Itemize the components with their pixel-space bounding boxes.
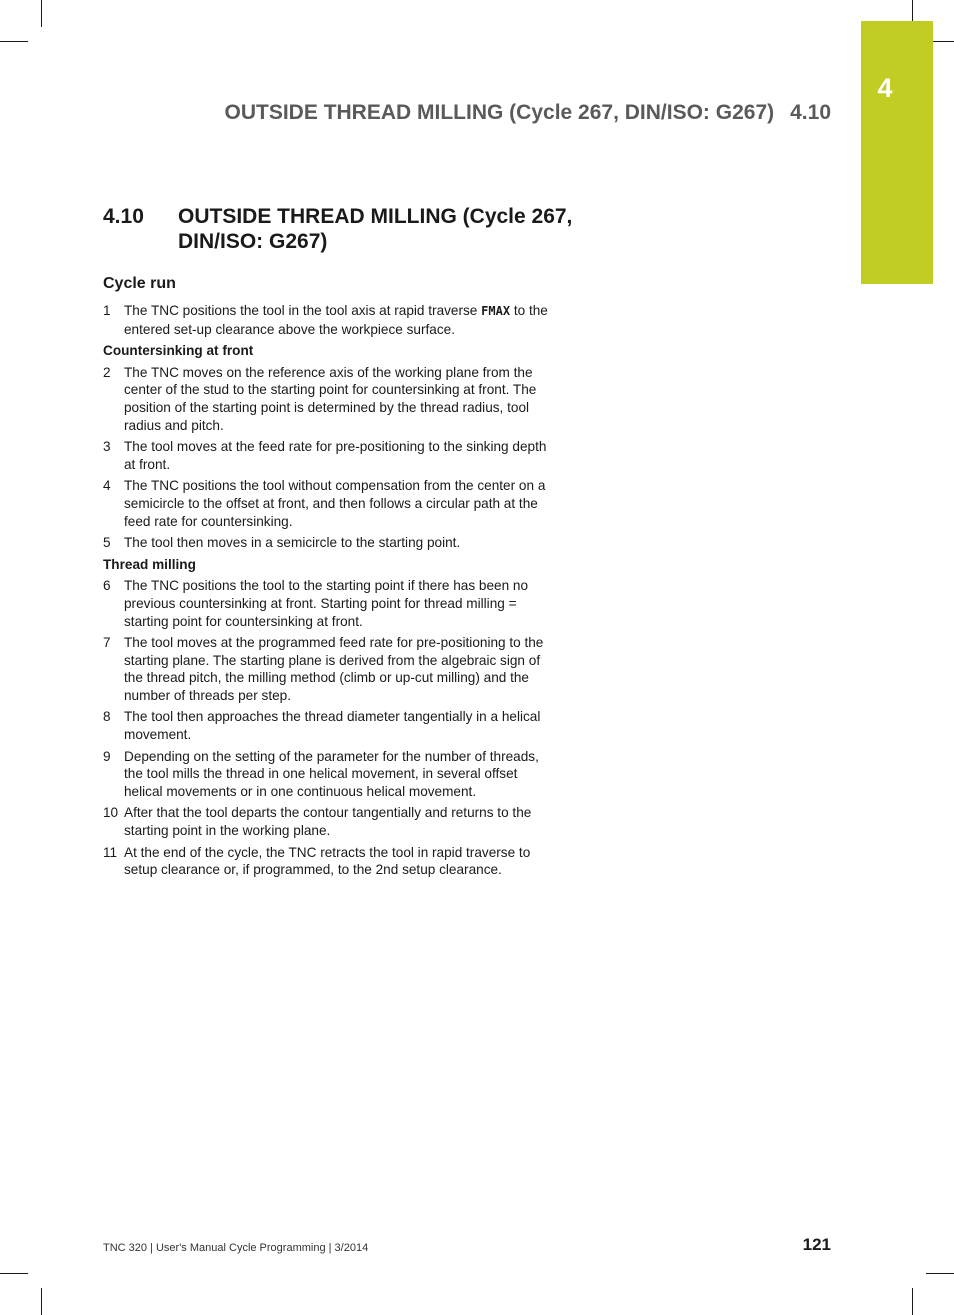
step-number: 3 — [103, 439, 111, 455]
crop-mark — [926, 1273, 954, 1274]
list-item — [103, 364, 548, 434]
countersinking-heading: Countersinking at front — [103, 343, 254, 359]
section-number: 4.10 — [103, 205, 144, 228]
step-number: 10 — [103, 805, 119, 821]
section-title — [103, 204, 583, 254]
list-item — [103, 438, 548, 473]
running-header — [100, 101, 831, 125]
step-text: The TNC positions the tool to the starting point if there has been no previous countersinking at front. Starting point for thread milling = starting point for countersinking at front. — [124, 578, 529, 629]
list-item — [103, 708, 548, 743]
running-header-title: OUTSIDE THREAD MILLING (Cycle 267, DIN/ISO: G267) — [224, 101, 775, 124]
step-number: 4 — [103, 478, 111, 494]
section-title-text: OUTSIDE THREAD MILLING (Cycle 267, DIN/ISO: G267) — [178, 205, 573, 253]
step-text: to the entered set-up clearance above the workpiece surface. — [124, 303, 548, 337]
step-number: 9 — [103, 748, 111, 764]
step-number: 6 — [103, 578, 111, 594]
step-number: 11 — [103, 844, 118, 860]
step-text: At the end of the cycle, the TNC retracts the tool in rapid traverse to setup clearance or, if programmed, to the 2nd setup clearance. — [124, 844, 531, 878]
step-number: 5 — [103, 535, 111, 551]
chapter-number: 4 — [877, 73, 893, 103]
step-text: The tool moves at the feed rate for pre-positioning to the sinking depth at front. — [124, 439, 547, 472]
cycle-run-heading: Cycle run — [103, 275, 176, 292]
list-item — [103, 534, 548, 552]
step-number: 8 — [103, 709, 111, 725]
running-header-number: 4.10 — [790, 101, 831, 124]
chapter-tab — [861, 21, 933, 284]
step-number: 7 — [103, 635, 111, 651]
list-item — [103, 844, 548, 879]
step-text: Depending on the setting of the parameter for the number of threads, the tool mills the thread in one helical movement, in several offset helical movements or in one continuous helical movement. — [124, 748, 539, 799]
list-item — [103, 748, 548, 801]
crop-mark — [41, 1288, 42, 1315]
list-item — [103, 634, 548, 704]
list-item — [103, 302, 548, 338]
cycle-run-body — [103, 302, 548, 883]
crop-mark — [0, 1273, 28, 1274]
thread-milling-heading: Thread milling — [103, 556, 196, 572]
keyword-fmax: FMAX — [481, 304, 511, 318]
step-text: The TNC positions the tool in the tool axis at rapid traverse — [124, 303, 482, 318]
list-item — [103, 477, 548, 530]
crop-mark — [41, 0, 42, 27]
page-number: 121 — [802, 1235, 831, 1254]
step-text: The tool then moves in a semicircle to the starting point. — [124, 535, 461, 551]
step-text: The tool then approaches the thread diameter tangentially in a helical movement. — [124, 709, 541, 743]
list-item — [103, 804, 548, 839]
list-item — [103, 577, 548, 630]
step-text: After that the tool departs the contour tangentially and returns to the starting point in the working plane. — [124, 805, 532, 839]
step-number: 2 — [103, 364, 111, 380]
step-text: The TNC positions the tool without compensation from the center on a semicircle to the offset at front, and then follows a circular path at the feed rate for countersinking. — [124, 478, 546, 529]
crop-mark — [0, 41, 28, 42]
step-text: The TNC moves on the reference axis of the working plane from the center of the stud to the starting point for countersinking at front. The position of the starting point is determined by the thread radius, tool radius and pitch. — [124, 364, 537, 433]
step-number: 1 — [103, 303, 111, 318]
step-text: The tool moves at the programmed feed rate for pre-positioning to the starting plane. The starting plane is derived from the algebraic sign of the thread pitch, the milling method (climb or up-cut milling) and the number of threads per step. — [124, 635, 544, 703]
crop-mark — [912, 1288, 913, 1315]
footer-text: TNC 320 | User's Manual Cycle Programming | 3/2014 — [103, 1242, 369, 1254]
